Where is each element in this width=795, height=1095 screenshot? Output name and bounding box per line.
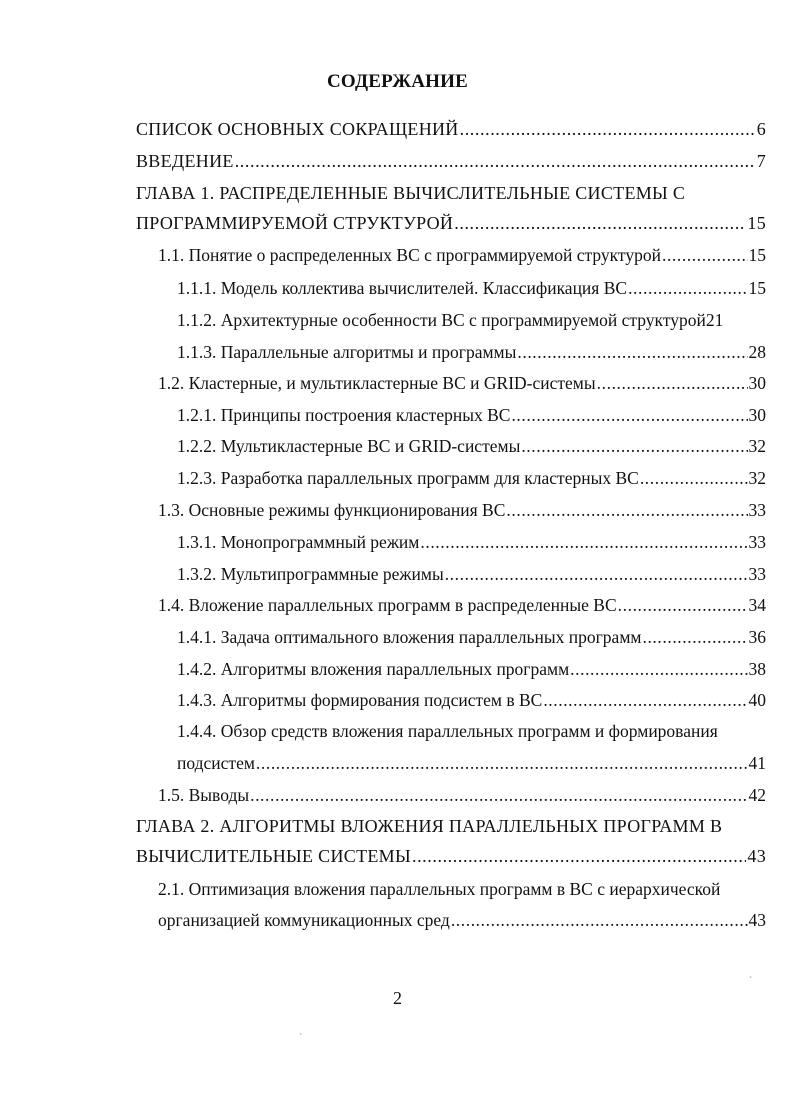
toc-entry-1-2-2[interactable] xyxy=(177,435,766,457)
toc-entry-text: 1.1.3. Параллельные алгоритмы и программы xyxy=(177,342,517,362)
toc-leader-dots xyxy=(521,435,747,457)
toc-page-number: 15 xyxy=(748,245,766,265)
toc-page-number: 34 xyxy=(748,595,766,615)
toc-entry-text: ПРОГРАММИРУЕМОЙ СТРУКТУРОЙ xyxy=(136,213,454,233)
toc-entry-text: 1.2.2. Мультикластерные ВС и GRID-системы xyxy=(177,436,521,456)
toc-entry-text: 1.2. Кластерные, и мультикластерные ВС и GRID-системы xyxy=(158,373,596,393)
toc-entry-1-5[interactable] xyxy=(158,784,766,806)
toc-page-number: 28 xyxy=(748,342,766,362)
toc-page-number: 33 xyxy=(748,500,766,520)
toc-entry-1-1-1[interactable] xyxy=(177,277,766,299)
toc-entry-text: 1.1.1. Модель коллектива вычислителей. Классификация ВС xyxy=(177,278,628,298)
toc-entry-1-1-2[interactable] xyxy=(177,309,766,331)
toc-page-number: 15 xyxy=(748,278,766,298)
toc-page-number: 42 xyxy=(748,785,766,805)
page-number: 2 xyxy=(393,988,402,1008)
toc-entry-text: 1.2.3. Разработка параллельных программ для кластерных ВС xyxy=(177,468,639,488)
toc-entry-text: 1.3.1. Монопрограммный режим xyxy=(177,532,420,552)
toc-chapter-1-line-1[interactable]: ГЛАВА 1. РАСПРЕДЕЛЕННЫЕ ВЫЧИСЛИТЕЛЬНЫЕ СИСТЕМЫ С xyxy=(136,183,686,203)
toc-entry-1-3-1[interactable] xyxy=(177,531,766,553)
toc-entry-2-1[interactable] xyxy=(158,909,766,931)
toc-page-number: 33 xyxy=(748,564,766,584)
toc-page-number: 21 xyxy=(705,310,724,330)
toc-page-number: 40 xyxy=(748,690,766,710)
scan-speck: ` xyxy=(749,976,753,987)
toc-leader-dots xyxy=(250,784,747,806)
toc-entry-chapter-1[interactable] xyxy=(136,212,766,234)
toc-entry-1-1[interactable] xyxy=(158,244,766,266)
toc-leader-dots xyxy=(506,499,747,521)
toc-entry-1-2-3[interactable] xyxy=(177,467,766,489)
toc-page-number: 30 xyxy=(748,373,766,393)
toc-leader-dots xyxy=(640,467,748,489)
toc-page-number: 32 xyxy=(748,468,766,488)
toc-leader-dots xyxy=(420,531,747,553)
toc-page-number: 41 xyxy=(748,753,766,773)
toc-leader-dots xyxy=(570,658,747,680)
toc-entry-text: 1.3.2. Мультипрограммные режимы xyxy=(177,564,444,584)
toc-entry-1-1-3[interactable] xyxy=(177,341,766,363)
toc-leader-dots xyxy=(451,909,748,931)
toc-entry-1-2-1[interactable] xyxy=(177,404,766,426)
toc-entry-text: подсистем xyxy=(177,753,255,773)
toc-entry-introduction[interactable] xyxy=(136,150,766,172)
toc-entry-text: 1.5. Выводы xyxy=(158,785,250,805)
toc-entry-1-4-4[interactable] xyxy=(177,752,766,774)
toc-page-number: 43 xyxy=(748,910,766,930)
toc-entry-text: 1.4. Вложение параллельных программ в распределенные ВС xyxy=(158,595,617,615)
toc-entry-1-3[interactable] xyxy=(158,499,766,521)
toc-entry-text: 1.4.3. Алгоритмы формирования подсистем в ВС xyxy=(177,690,543,710)
toc-leader-dots xyxy=(412,845,746,867)
toc-leader-dots xyxy=(460,118,756,140)
toc-leader-dots xyxy=(543,689,747,711)
toc-leader-dots xyxy=(511,404,747,426)
toc-leader-dots xyxy=(628,277,747,299)
toc-leader-dots xyxy=(662,244,748,266)
toc-entry-2-1-line-1[interactable]: 2.1. Оптимизация вложения параллельных программ в ВС с иерархической xyxy=(158,879,721,899)
toc-entry-text: организацией коммуникационных сред xyxy=(158,910,450,930)
toc-leader-dots xyxy=(235,150,756,172)
toc-page-number: 32 xyxy=(748,436,766,456)
toc-entry-text: 1.1. Понятие о распределенных ВС с программируемой структурой xyxy=(158,245,661,265)
toc-entry-text: 1.1.2. Архитектурные особенности ВС с программируемой структурой xyxy=(177,310,706,330)
toc-entry-1-4-4-line-1[interactable]: 1.4.4. Обзор средств вложения параллельных программ и формирования xyxy=(177,721,718,741)
toc-entry-1-2[interactable] xyxy=(158,372,766,394)
toc-entry-1-4[interactable] xyxy=(158,594,766,616)
toc-entry-text: 1.4.2. Алгоритмы вложения параллельных программ xyxy=(177,659,570,679)
toc-entry-1-3-2[interactable] xyxy=(177,563,766,585)
toc-page-number: 38 xyxy=(748,659,766,679)
toc-page-number: 7 xyxy=(756,151,766,171)
toc-page-number: 36 xyxy=(748,627,766,647)
toc-leader-dots xyxy=(445,563,748,585)
toc-page-number: 43 xyxy=(747,846,766,866)
toc-entry-text: ВЫЧИСЛИТЕЛЬНЫЕ СИСТЕМЫ xyxy=(136,846,411,866)
toc-entry-1-4-2[interactable] xyxy=(177,658,766,680)
toc-entry-1-4-1[interactable] xyxy=(177,626,766,648)
toc-leader-dots xyxy=(597,372,748,394)
toc-entry-chapter-2[interactable] xyxy=(136,845,766,867)
toc-leader-dots xyxy=(618,594,748,616)
toc-entry-text: СПИСОК ОСНОВНЫХ СОКРАЩЕНИЙ xyxy=(136,119,459,139)
toc-leader-dots xyxy=(642,626,747,648)
toc-leader-dots xyxy=(454,212,746,234)
page-title: СОДЕРЖАНИЕ xyxy=(327,71,468,92)
toc-leader-dots xyxy=(256,752,748,774)
toc-entry-text: 1.2.1. Принципы построения кластерных ВС xyxy=(177,405,511,425)
toc-entry-abbreviations[interactable] xyxy=(136,118,766,140)
toc-entry-text: 1.4.1. Задача оптимального вложения параллельных программ xyxy=(177,627,642,647)
toc-chapter-2-line-1[interactable]: ГЛАВА 2. АЛГОРИТМЫ ВЛОЖЕНИЯ ПАРАЛЛЕЛЬНЫХ ПРОГРАММ В xyxy=(136,816,723,836)
toc-page-number: 30 xyxy=(748,405,766,425)
toc-leader-dots xyxy=(517,341,747,363)
toc-entry-text: 1.3. Основные режимы функционирования ВС xyxy=(158,500,506,520)
toc-page-number: 33 xyxy=(748,532,766,552)
toc-page-number: 15 xyxy=(747,213,766,233)
toc-entry-text: ВВЕДЕНИЕ xyxy=(136,151,234,171)
scan-speck: ` xyxy=(299,1033,303,1044)
toc-entry-1-4-3[interactable] xyxy=(177,689,766,711)
toc-page-number: 6 xyxy=(756,119,766,139)
